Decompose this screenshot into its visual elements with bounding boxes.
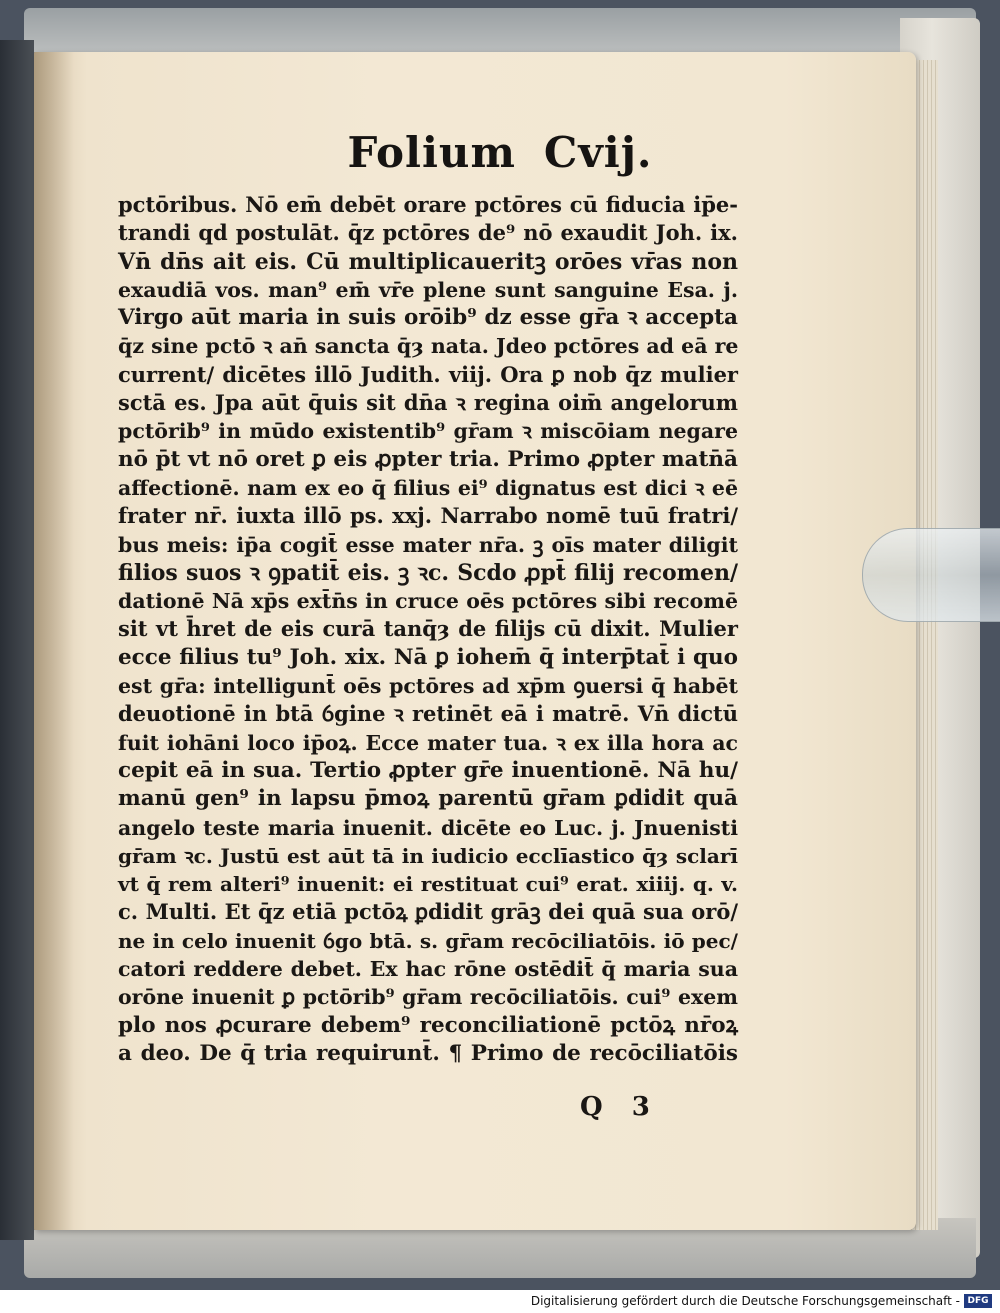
folio-number: Cvij. (543, 128, 653, 177)
text-line: deuotionē in btā ỽgine ꝛ retinēt eā i matrē. Vn̄ dictū (118, 701, 738, 727)
text-line: vt q̄ rem alteri⁹ inuenit: ei restituat cui⁹ erat. xiiij. q. v. (118, 872, 738, 897)
text-line: gr̄am ꝛc. Justū est aūt tā in iudicio ecclīastico q̄ȝ sclarī (118, 843, 738, 868)
text-line: Vn̄ dn̄s ait eis. Cū multiplicaueritꝫ orōes vr̄as non (118, 248, 738, 275)
text-line: angelo teste maria inuenit. dicēte eo Luc. j. Jnuenisti (118, 815, 738, 840)
text-line: q̄z sine pctō ꝛ an̄ sancta q̄ȝ nata. Jdeo pctōres ad eā re (118, 334, 739, 359)
text-line: cepit eā in sua. Tertio ꝓpter gr̄e inuentionē. Nā hu/ (118, 757, 738, 783)
gutter-shadow (34, 52, 74, 1230)
text-line: sctā es. Jpa aūt q̄uis sit dn̄a ꝛ regina oim̄ angelorum (118, 390, 738, 416)
text-line: a deo. De q̄ tria requirunt̄. ¶ Primo de recōciliatōis (118, 1040, 738, 1066)
page-body-text (118, 191, 738, 1068)
text-line: frater nr̄. iuxta illō ps. xxj. Narrabo nomē tuū fratri/ (118, 503, 738, 529)
text-line: fuit iohāni loco ip̄oꝝ. Ecce mater tua. ꝛ ex illa hora ac (118, 730, 738, 755)
text-line: c. Multi. Et q̄z etiā pctōꝝ ꝑdidit grāꝫ dei quā sua orō/ (118, 899, 738, 925)
text-line: affectionē. nam ex eo q̄ filius ei⁹ dignatus est dici ꝛ eē (118, 475, 738, 500)
text-line: manū gen⁹ in lapsu p̄moꝝ parentū gr̄am ꝑdidit quā (118, 786, 738, 812)
plastic-page-clip (862, 528, 1000, 622)
text-line: dationē Nā xp̄s ext̄n̄s in cruce oēs pctōres sibi recomē (118, 589, 738, 614)
text-line: exaudiā vos. man⁹ em̄ vr̄e plene sunt sanguine Esa. j. (118, 277, 738, 302)
text-line: orōne inuenit ꝑ pctōrib⁹ gr̄am recōciliatōis. cui⁹ exem (118, 985, 738, 1010)
funding-credit: Digitalisierung gefördert durch die Deutsche Forschungsgemeinschaft - (530, 1294, 960, 1308)
page-header (0, 128, 1000, 177)
text-line: current/ dicētes illō Judith. viij. Ora ꝑ nob q̄z mulier (118, 361, 738, 387)
text-line: sit vt h̄ret de eis curā tanq̄ȝ de filijs cū dixit. Mulier (118, 616, 738, 642)
footer-bar (0, 1290, 1000, 1313)
signature-mark: Q 3 (580, 1092, 660, 1122)
text-line: filios suos ꝛ ꝯpatit̄ eis. ꝫ ꝛc. Scdo ꝓpt̄ filij recomen/ (118, 559, 738, 586)
text-line: pctōrib⁹ in mūdo existentib⁹ gr̄am ꝛ miscōiam negare (118, 419, 738, 444)
text-line: trandi qd postulāt. q̄z pctōres de⁹ nō exaudit Joh. ix. (118, 220, 738, 246)
text-line: bus meis: ip̄a cogit̄ esse mater nr̄a. ꝫ oīs mater diligit (118, 532, 738, 557)
text-line: est gr̄a: intelligunt̄ oēs pctōres ad xp̄m ꝯuersi q̄ habēt (118, 674, 738, 699)
binding-edge (0, 40, 34, 1240)
header-word: Folium (347, 128, 516, 177)
dfg-logo: DFG (964, 1294, 992, 1308)
text-line: nō p̄t vt nō oret ꝑ eis ꝓpter tria. Primo ꝓpter matn̄ā (118, 446, 738, 472)
text-line: pctōribus. Nō em̄ debēt orare pctōres cū fiducia ip̄e- (118, 192, 738, 217)
text-line: plo nos ꝓcurare debem⁹ reconciliationē pctōꝝ nr̄oꝝ (118, 1012, 738, 1038)
text-line: catori reddere debet. Ex hac rōne ostēdit̄ q̄ maria sua (118, 957, 738, 982)
text-line: ecce filius tu⁹ Joh. xix. Nā ꝑ iohem̄ q̄ interp̄tat̄ i quo (118, 644, 738, 670)
text-line: ne in celo inuenit ỽgo btā. s. gr̄am recōciliatōis. iō pec/ (118, 928, 738, 953)
text-line: Virgo aūt maria in suis orōib⁹ dz esse gr̄a ꝛ accepta (118, 305, 738, 331)
